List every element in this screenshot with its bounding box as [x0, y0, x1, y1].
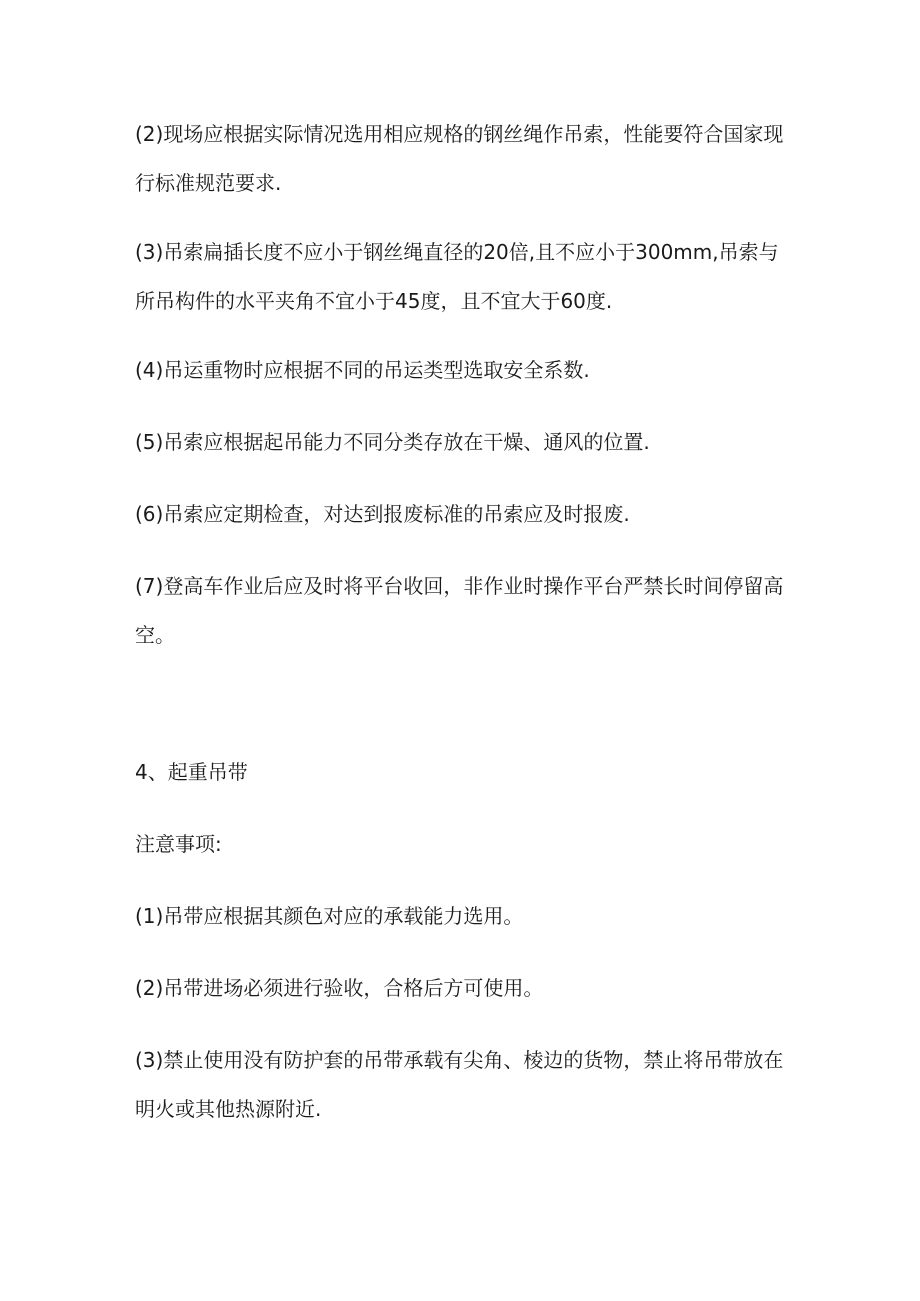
notes-label: 注意事项:	[135, 832, 222, 856]
paragraph-item-6: (6)吊索应定期检查，对达到报废标准的吊索应及时报废.	[135, 502, 630, 526]
paragraph-item-3: (3)吊索扁插长度不应小于钢丝绳直径的20倍,且不应小于300mm,吊索与所吊构件的水平夹角不宜小于45度，且不宜大于60度.	[135, 240, 779, 313]
paragraph-item-2: (2)现场应根据实际情况选用相应规格的钢丝绳作吊索，性能要符合国家现行标准规范要求.	[135, 122, 784, 195]
note-item-2: (2)吊带进场必须进行验收，合格后方可使用。	[135, 976, 544, 1000]
note-item-3: (3)禁止使用没有防护套的吊带承载有尖角、棱边的货物，禁止将吊带放在明火或其他热源附近.	[135, 1048, 784, 1121]
paragraph-item-4: (4)吊运重物时应根据不同的吊运类型选取安全系数.	[135, 358, 590, 382]
paragraph-item-5: (5)吊索应根据起吊能力不同分类存放在干燥、通风的位置.	[135, 430, 650, 454]
section-heading: 4、起重吊带	[135, 760, 248, 784]
note-item-1: (1)吊带应根据其颜色对应的承载能力选用。	[135, 904, 524, 928]
paragraph-item-7: (7)登高车作业后应及时将平台收回，非作业时操作平台严禁长时间停留高空。	[135, 574, 784, 647]
